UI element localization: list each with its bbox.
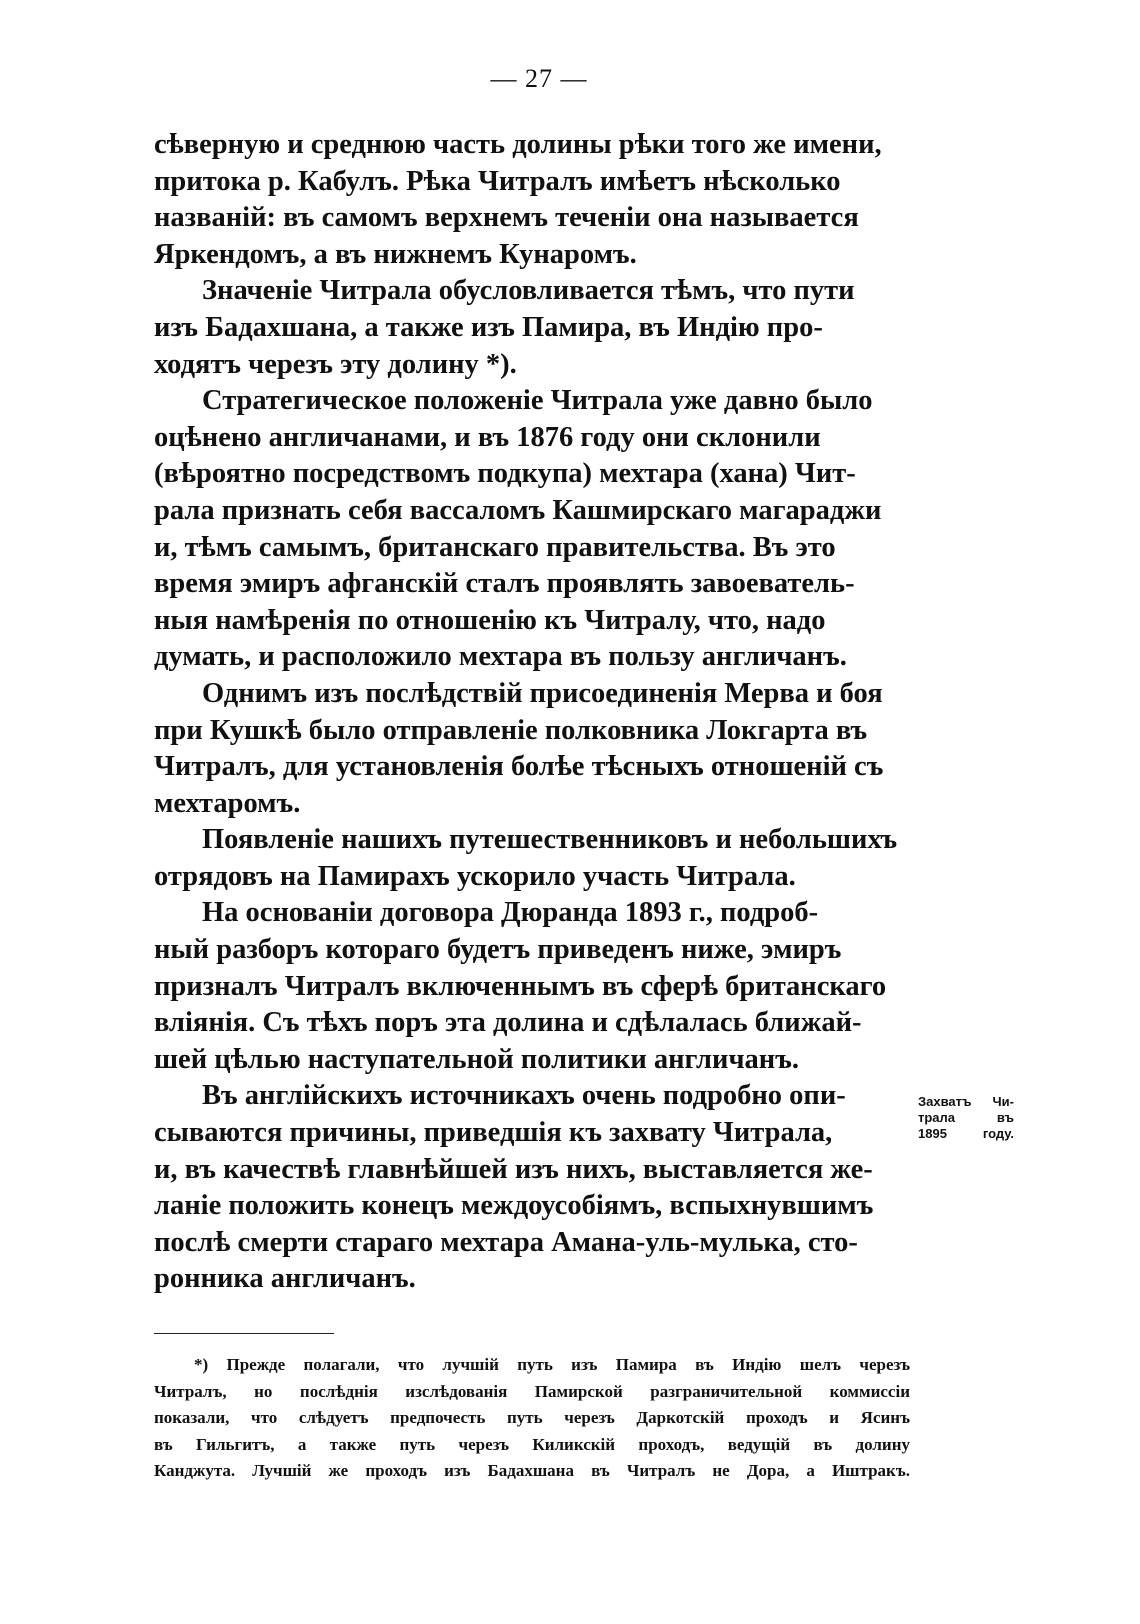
paragraph-6 [154,895,910,1078]
footnote-line: въ Гильгитъ, а также путь черезъ Киликскій проходъ, ведущій въ долину [154,1434,910,1454]
p3-line: оцѣнено англичанами, и въ 1876 году они склонили [154,421,821,453]
footnote-line: *) Прежде полагали, что лучшій путь изъ Памира въ Индію шелъ черезъ [194,1355,910,1374]
p4-line: Читралъ, для установленія болѣе тѣсныхъ отношеній съ [154,751,884,783]
p6-line: ный разборъ котораго будетъ приведенъ ниже, эмиръ [154,934,842,966]
full-p1 [0,0,1,1]
p1-line: Яркендомъ, а въ нижнемъ Кунаромъ. [154,238,637,270]
p3-line: ныя намѣренія по отношенію къ Читралу, что, надо [154,604,826,636]
p6-line: вліянія. Съ тѣхъ поръ эта долина и сдѣлалась ближай- [154,1007,862,1039]
p7-line: сываются причины, приведшія къ захвату Читрала, [154,1117,833,1149]
footnote-separator [154,1333,334,1334]
footnote [154,1352,910,1485]
p7-line: послѣ смерти стараго мехтара Амана-уль-мулька, сто- [154,1226,858,1258]
p7-line: и, въ качествѣ главнѣйшей изъ нихъ, выставляется же- [154,1153,873,1185]
p3-line: время эмиръ афганскій сталъ проявлять завоеватель- [154,568,855,600]
p1-line: притока р. Кабулъ. Рѣка Читралъ имѣетъ нѣсколько [154,165,841,197]
full-text-store [0,0,1,1]
page-number: — 27 — [490,64,588,93]
p7-line: ланіе положить конецъ междоусобіямъ, вспыхнувшимъ [154,1190,874,1222]
p3-line: (вѣроятно посредствомъ подкупа) мехтара (хана) Чит- [154,458,856,490]
p3-line: рала признать себя вассаломъ Кашмирскаго магараджи [154,494,882,526]
p1-line: сѣверную и среднюю часть долины рѣки того же имени, [154,129,882,160]
p4-line: мехтаромъ. [154,787,301,819]
p5-line: Появленіе нашихъ путешественниковъ и небольшихъ [202,824,898,856]
p2-line: ходятъ черезъ эту долину *). [154,348,517,380]
p2-line: изъ Бадахшана, а также изъ Памира, въ Индію про- [154,311,823,343]
paragraph-3 [154,383,910,676]
paragraph-7 [154,1078,910,1298]
footnote-line: показали, что слѣдуетъ предпочесть путь черезъ Даркотскій проходъ и Ясинъ [154,1408,910,1427]
p6-line: На основаніи договора Дюранда 1893 г., подроб- [202,897,819,929]
margin-note-line: 1895 году. [918,1126,1014,1141]
paragraph-4 [154,676,910,822]
margin-note [918,1094,1014,1142]
footnote-line: Читралъ, но послѣднія изслѣдованія Памирской разграничительной коммиссіи [154,1381,910,1401]
paragraph-1 [154,127,910,273]
footnote-line: Канджута. Лучшій же проходъ изъ Бадахшана въ Читралъ не Дора, а Иштракъ. [154,1461,910,1480]
p3-line: думать, и расположило мехтара въ пользу англичанъ. [154,641,847,673]
paragraph-5 [154,822,910,895]
p6-line: шей цѣлью наступательной политики англичанъ. [154,1043,799,1075]
p7-line: Въ англійскихъ источникахъ очень подробно опи- [202,1080,846,1112]
paragraph-2 [154,273,910,383]
margin-note-line: трала въ [918,1110,1014,1125]
p3-line: Стратегическое положеніе Читрала уже давно было [202,385,873,417]
p3-line: и, тѣмъ самымъ, британскаго правительства. Въ это [154,531,836,563]
main-text [154,127,910,1298]
margin-note-line: Захватъ Чи- [918,1094,1014,1109]
p2-line: Значеніе Читрала обусловливается тѣмъ, что пути [202,275,855,307]
p1-line: названій: въ самомъ верхнемъ теченіи она называется [154,202,859,234]
p4-line: при Кушкѣ было отправленіе полковника Локгарта въ [154,714,868,746]
p5-line: отрядовъ на Памирахъ ускорило участь Читрала. [154,860,796,892]
p6-line: призналъ Читралъ включеннымъ въ сферѣ британскаго [154,970,887,1002]
p7-line: ронника англичанъ. [154,1263,416,1295]
p4-line: Однимъ изъ послѣдствій присоединенія Мерва и боя [202,677,883,709]
